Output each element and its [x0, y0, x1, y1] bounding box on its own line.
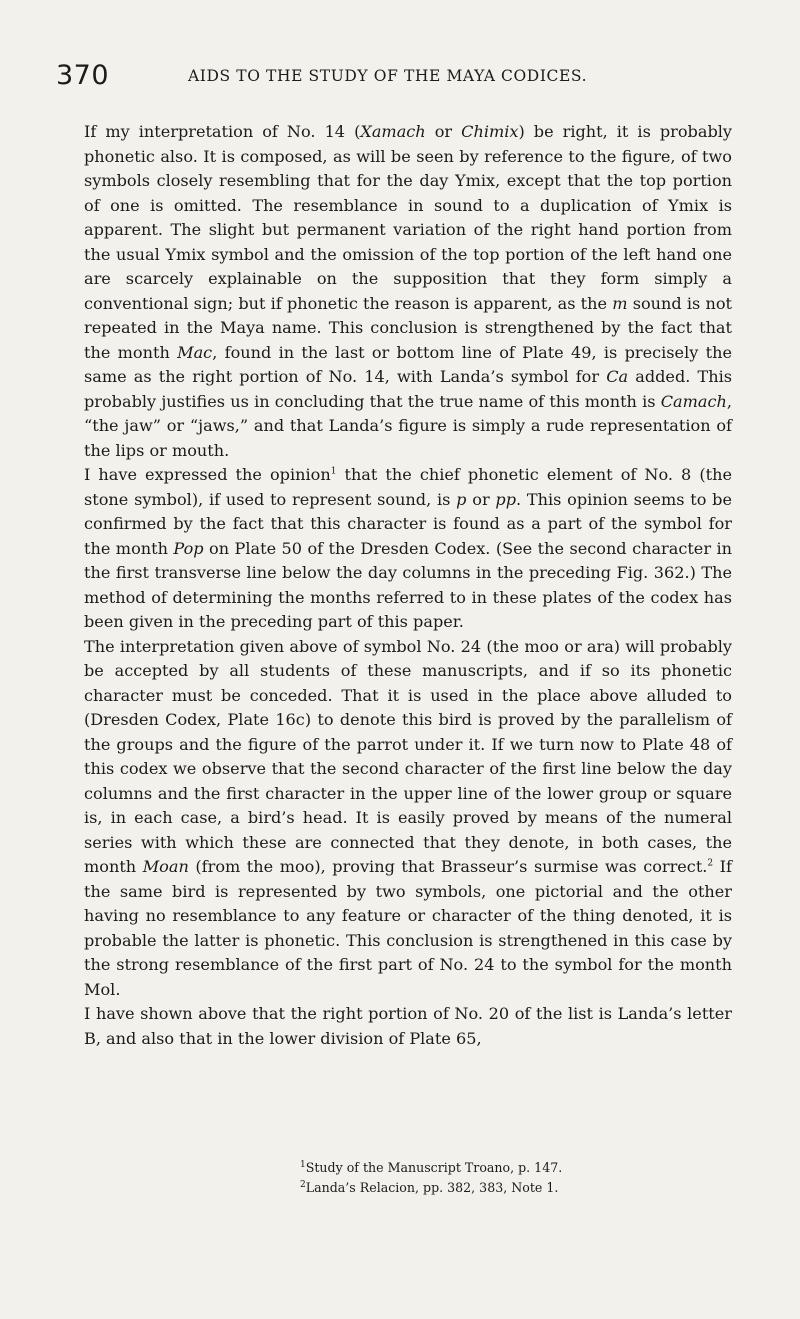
text-run: , “the jaw” or “jaws,” and that Landa’s figure is simply a rude representation of the lips or mouth.	[84, 391, 732, 460]
paragraph	[84, 120, 732, 463]
text-run: , found in the last or bottom line of Plate 49, is precisely the same as the right portion of No. 14, with Landa’s symbol for	[84, 342, 732, 386]
text-run: on Plate 50 of the Dresden Codex. (See the second character in the first transverse line below the day columns in the preceding Fig. 362.) The method of determining the months referred to in these plates of the codex has been given in the preceding part of this paper.	[84, 538, 732, 631]
footnote	[300, 1178, 732, 1198]
page-header	[56, 56, 746, 96]
paragraph	[84, 1002, 732, 1051]
footnotes	[84, 1158, 732, 1198]
text-run: The interpretation given above of symbol No. 24 (the moo or ara) will probably be accepted by all students of these manuscripts, and if so its phonetic character must be conceded. That it is used in the place above alluded to (Dresden Codex, Plate 16c) to denote this bird is proved by the parallelism of the groups and the figure of the parrot under it. If we turn now to Plate 48 of this codex we observe that the second character of the first line below the day columns and the first character in the upper line of the lower group or square is, in each case, a bird’s head. It is easily proved by means of the numeral series with which these are connected that they denote, in both cases, the month	[84, 636, 732, 876]
text-run: I have shown above that the right portion of No. 20 of the list is Landa’s letter B, and also that in the lower division of Plate 65,	[84, 1004, 732, 1048]
text-run: ) be right, it is probably phonetic also. It is composed, as will be seen by reference to the figure, of two symbols closely resembling that for the day Ymix, except that the top portion of one is omitted. The resemblance in sound to a duplication of Ymix is apparent. The slight but permanent variation of the right hand portion from the usual Ymix symbol and the omission of the top portion of the left hand one are scarcely explainable on the supposition that they form simply a conventional sign; but if phonetic the reason is apparent, as the	[84, 122, 732, 313]
footnote-text: Landa’s Relacion, pp. 382, 383, Note 1.	[305, 1180, 559, 1195]
italic-term: Pop	[173, 538, 204, 558]
italic-term: Mac	[177, 342, 213, 362]
italic-term: Chimix	[461, 122, 519, 141]
italic-term: p	[456, 489, 467, 509]
footnote	[300, 1158, 732, 1178]
footnote-marker: 2	[707, 858, 714, 869]
text-run: If the same bird is represented by two symbols, one pictorial and the other having no resemblance to any feature or character of the thing denoted, it is probable the latter is phonetic. This conclusion is strengthened in this case by the strong resemblance of the first part of No. 24 to the symbol for the month Mol.	[84, 857, 732, 999]
text-run: . This opinion seems to be confirmed by the fact that this character is found as a part of the symbol for the month	[84, 489, 732, 558]
italic-term: Xamach	[360, 122, 426, 141]
text-run: sound is not repeated in the Maya name. This conclusion is strengthened by the fact that the month	[84, 293, 732, 362]
italic-term: Ca	[606, 367, 629, 386]
text-run: that the chief phonetic element of No. 8 (the stone symbol), if used to represent sound, is	[84, 465, 732, 509]
paragraph	[84, 635, 732, 1003]
footnote-text: Study of the Manuscript Troano, p. 147.	[305, 1160, 563, 1175]
page-number: 370	[56, 60, 110, 91]
footnote-number: 1	[300, 1159, 306, 1170]
italic-term: Moan	[142, 857, 189, 876]
body-text	[84, 120, 732, 1051]
text-run: I have expressed the opinion	[84, 465, 331, 484]
text-run: (from the moo), proving that Brasseur’s surmise was correct.	[188, 857, 708, 876]
text-run: or	[425, 122, 462, 141]
text-run: or	[466, 489, 496, 509]
running-title: AIDS TO THE STUDY OF THE MAYA CODICES.	[188, 67, 588, 85]
italic-term: m	[612, 293, 628, 313]
italic-term: Camach	[660, 391, 727, 411]
italic-term: pp	[495, 489, 517, 509]
text-run: If my interpretation of No. 14 (	[84, 122, 361, 141]
text-run: added. This probably justifies us in concluding that the true name of this month is	[84, 367, 732, 411]
paragraph	[84, 463, 732, 635]
footnote-number: 2	[300, 1179, 306, 1190]
footnote-marker: 1	[330, 466, 337, 477]
